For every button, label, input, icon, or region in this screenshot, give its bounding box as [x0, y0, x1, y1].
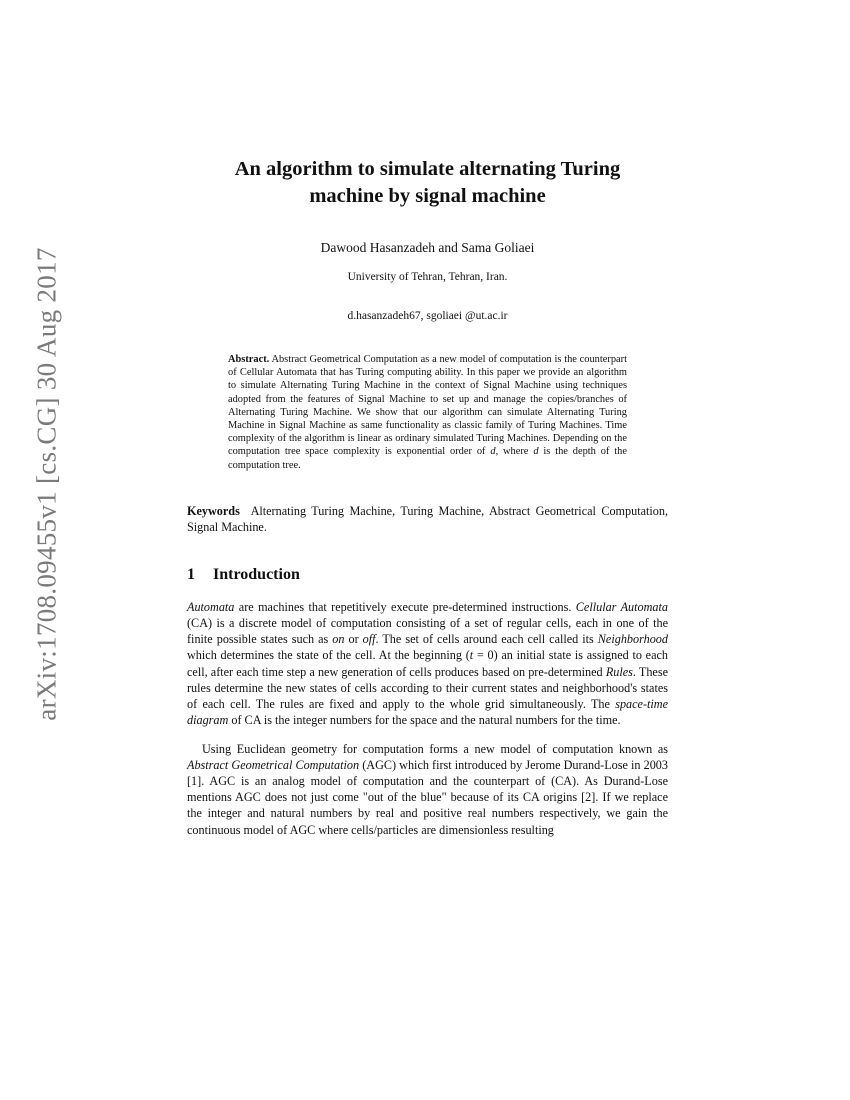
p1-term-rules: Rules: [605, 664, 633, 679]
p1-term-space-time-diagram: space-time diagram: [187, 697, 668, 728]
p2-text: (AGC) which first introduced by Jerome Durand-Lose in 2003 [1]. AGC is an analog model of computation and the counterpart of (CA). As Durand-Lose mentions AGC does not just come "out of the blue" because of its CA origins [2]. If we replace the integer and natural numbers by real and positive real numbers respectively, we gain the continuous model of AGC where cells/particles are dimensionless resulting: [187, 757, 668, 837]
author-emails: d.hasanzadeh67, sgoliaei @ut.ac.ir: [347, 310, 508, 322]
section-title: Introduction: [213, 565, 300, 583]
p1-math-t: t: [469, 648, 474, 663]
paper-page: [187, 150, 668, 850]
keywords: [187, 503, 668, 535]
p1-text: = 0) an initial state is assigned to each cell, after each time step a new generation of cells produces based on pre-determined: [187, 648, 668, 679]
affiliation: University of Tehran, Tehran, Iran.: [347, 271, 508, 283]
keywords-text: Alternating Turing Machine, Turing Machine, Abstract Geometrical Computation, Signal Machine.: [187, 503, 669, 534]
keywords-label: Keywords: [187, 503, 240, 518]
p1-term-automata: Automata: [187, 599, 235, 614]
title-line-1: An algorithm to simulate alternating Turing: [234, 158, 621, 180]
abstract-text: Abstract Geometrical Computation as a new model of computation is the counterpart of Cellular Automata that has Turing computing ability. In this paper we provide an algorithm to simulate Alternating Turing Machine in the context of Signal Machine using techniques adopted from the features of Signal Machine to set up and manage the copies/branches of Alternating Turing Machine. We show that our algorithm can simulate Alternating Turing Machine in Signal Machine as same functionality as classic family of Turing Machines. Time complexity of the algorithm is linear as ordinary simulated Turing Machines. Depending on the computation tree space complexity is exponential order of: [228, 354, 627, 458]
section-heading: [187, 565, 668, 585]
abstract-text-end: is the depth of the computation tree.: [228, 446, 627, 471]
p1-term-cellular-automata: Cellular Automata: [575, 599, 668, 614]
title-line-2: machine by signal machine: [309, 185, 546, 207]
abstract-text-mid: , where: [495, 446, 534, 458]
paper-title: [187, 150, 668, 210]
p1-term-on: on: [332, 632, 345, 647]
authors: Dawood Hasanzadeh and Sama Goliaei: [320, 240, 535, 255]
section-number: 1: [187, 565, 195, 583]
p1-text: . The set of cells around each cell called its: [375, 632, 598, 647]
p1-text: which determines the state of the cell. At the beginning (: [187, 648, 470, 663]
p1-text: or: [344, 632, 363, 647]
p1-text: of CA is the integer numbers for the space and the natural numbers for the time.: [228, 713, 621, 728]
p2-text: Using Euclidean geometry for computation forms a new model of computation known as: [202, 741, 668, 756]
abstract: [228, 353, 627, 472]
abstract-label: Abstract.: [228, 354, 270, 365]
intro-paragraph-1: [187, 599, 668, 729]
intro-paragraph-2: [187, 741, 668, 838]
p2-term-agc: Abstract Geometrical Computation: [187, 757, 360, 772]
arxiv-identifier: arXiv:1708.09455v1 [cs.CG] 30 Aug 2017: [31, 247, 62, 721]
p1-text: . These rules determine the new states of cells according to their current states and neighborhood's states of each cell. The rules are fixed and apply to the whole grid simultaneously. The: [187, 664, 668, 712]
abstract-math-d: d: [490, 446, 496, 458]
p1-term-off: off: [362, 632, 376, 647]
abstract-math-d-2: d: [533, 446, 539, 458]
p1-text: are machines that repetitively execute pre-determined instructions.: [234, 599, 576, 614]
p1-term-neighborhood: Neighborhood: [597, 632, 668, 647]
p1-text: (CA) is a discrete model of computation consisting of a set of regular cells, each in one of the finite possible states such as: [187, 616, 668, 647]
